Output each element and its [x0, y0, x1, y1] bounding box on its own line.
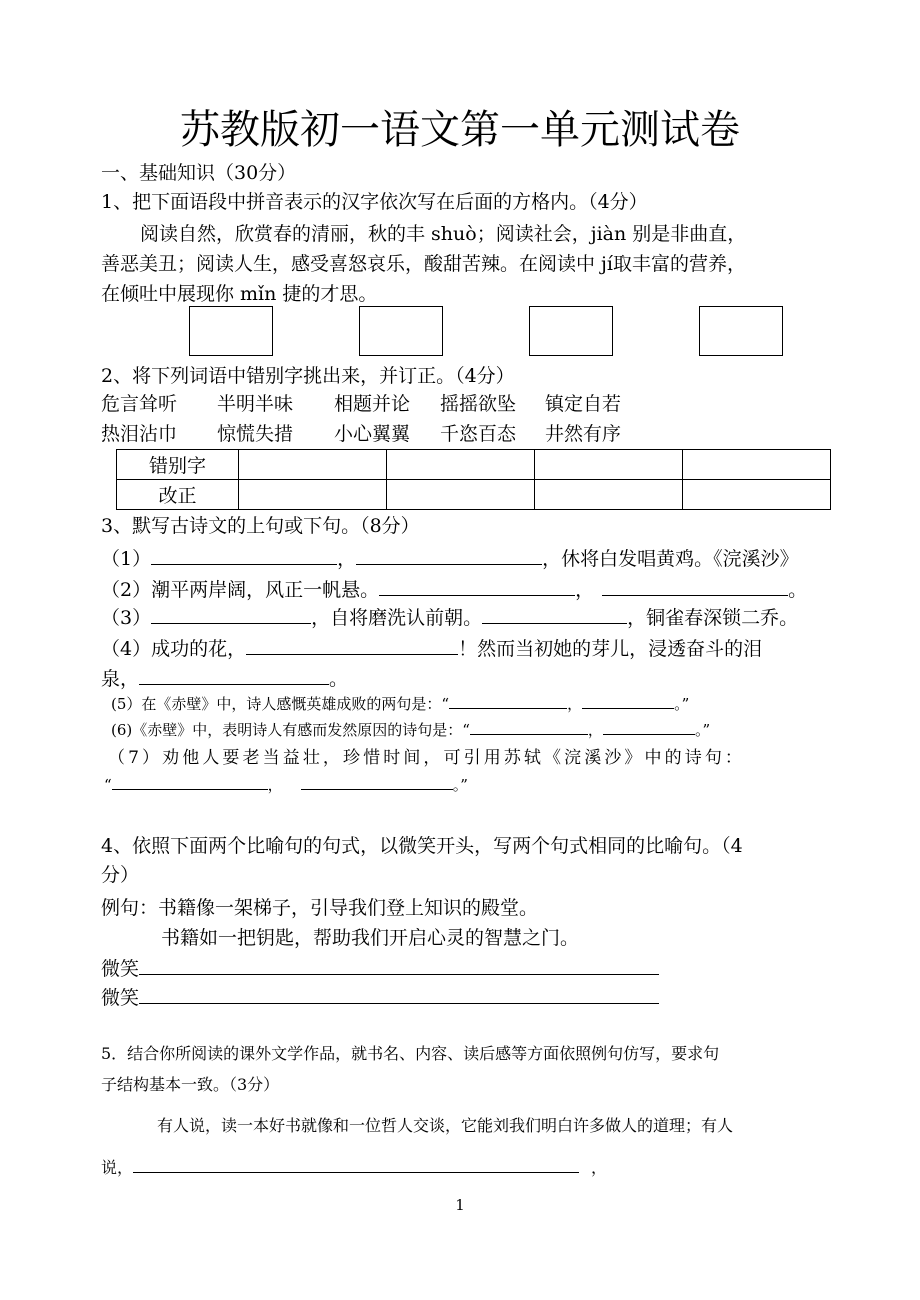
q3-l1-end: ，休将白发唱黄鸡。《浣溪沙》 — [542, 548, 799, 570]
q1-line3: 在倾吐中展现你 mǐn 捷的才思。 — [101, 283, 378, 305]
q5-prompt-cont: 子结构基本一致。（3分） — [101, 1075, 280, 1094]
correction-table — [116, 449, 831, 510]
table-row — [117, 480, 831, 510]
q5-prompt: 5．结合你所阅读的课外文学作品，就书名、内容、读后感等方面依照例句仿写，要求句 — [101, 1044, 720, 1063]
table-cell[interactable] — [535, 480, 683, 510]
q3-line3 — [101, 605, 798, 630]
q3-line2 — [101, 577, 807, 602]
blank-line[interactable] — [151, 605, 311, 624]
table-cell[interactable] — [535, 450, 683, 480]
q5-body-cont — [101, 1156, 607, 1180]
q4-answer-label: 微笑 — [101, 987, 140, 1009]
answer-box-3[interactable] — [529, 306, 613, 356]
q3-l5-text: (5）在《赤壁》中，诗人感慨英雄成败的两句是：“ — [111, 695, 450, 713]
word-item: 相题并论 — [334, 393, 411, 415]
q3-l4-text-b: ！然而当初她的芽儿，浸透奋斗的泪 — [458, 638, 763, 660]
blank-line[interactable] — [151, 546, 337, 565]
q3-l5-sep: ， — [567, 695, 583, 713]
page-number: 1 — [455, 1196, 465, 1214]
q3-l7-end: 。” — [452, 776, 468, 794]
q3-line6 — [111, 719, 710, 741]
q3-line7-cont — [104, 774, 468, 796]
answer-box-1[interactable] — [189, 306, 273, 356]
word-item: 井然有序 — [545, 423, 622, 445]
answer-line[interactable] — [133, 1156, 579, 1173]
blank-line[interactable] — [603, 720, 695, 735]
q3-l4-text-c: 泉， — [101, 668, 140, 690]
q3-l7-open: “ — [104, 776, 112, 794]
blank-line[interactable] — [602, 577, 788, 596]
word-item: 热泪沾巾 — [101, 423, 178, 445]
word-item: 摇摇欲坠 — [440, 393, 517, 415]
q3-line5 — [111, 693, 689, 715]
q3-line4 — [101, 636, 762, 661]
answer-box-2[interactable] — [359, 306, 443, 356]
table-cell[interactable] — [239, 480, 387, 510]
q2-prompt: 2、将下列词语中错别字挑出来，并订正。（4分） — [101, 365, 515, 387]
blank-line[interactable] — [112, 775, 268, 790]
q1-line2: 善恶美丑；阅读人生，感受喜怒哀乐，酸甜苦辣。在阅读中 jí取丰富的营养， — [101, 253, 747, 275]
q4-example-1: 例句：书籍像一架梯子，引导我们登上知识的殿堂。 — [101, 897, 539, 919]
q5-body: 有人说，读一本好书就像和一位哲人交谈，它能刘我们明白许多做人的道理；有人 — [157, 1116, 734, 1135]
q3-l2-end: 。 — [788, 579, 808, 601]
q4-answer-label: 微笑 — [101, 958, 140, 980]
answer-line[interactable] — [139, 956, 659, 975]
q3-line4-cont — [101, 666, 348, 691]
page-title: 苏教版初一语文第一单元测试卷 — [180, 107, 740, 153]
section-heading: 一、基础知识（30分） — [101, 162, 297, 184]
word-item: 千恣百态 — [440, 423, 517, 445]
q3-l3-end: ，铜雀春深锁二乔。 — [627, 607, 799, 629]
word-item: 惊慌失措 — [217, 423, 294, 445]
word-item: 危言耸听 — [101, 393, 178, 415]
q3-line1 — [101, 546, 799, 571]
q3-l6-sep: ， — [587, 721, 603, 739]
q3-l6-text: (6)《赤壁》中，表明诗人有感而发然原因的诗句是：“ — [111, 721, 470, 739]
q4-answer-1 — [101, 956, 659, 981]
table-cell[interactable] — [387, 480, 535, 510]
q3-prompt: 3、默写古诗文的上句或下句。（8分） — [101, 515, 420, 537]
q3-l7-sep: ， — [267, 776, 283, 794]
answer-box-4[interactable] — [699, 306, 783, 356]
q3-l3-mid: ，自将磨洗认前朝。 — [311, 607, 483, 629]
table-cell[interactable] — [387, 450, 535, 480]
blank-line[interactable] — [379, 577, 575, 596]
table-cell[interactable] — [239, 450, 387, 480]
q3-line7: （7）劝他人要老当益壮，珍惜时间，可引用苏轼《浣溪沙》中的诗句： — [108, 748, 746, 768]
q3-l1-sep: ， — [337, 548, 357, 570]
answer-line[interactable] — [139, 985, 659, 1004]
blank-line[interactable] — [582, 694, 674, 709]
word-item: 镇定自若 — [545, 393, 622, 415]
blank-line[interactable] — [482, 605, 627, 624]
table-cell[interactable] — [683, 480, 831, 510]
q5-body-end: ， — [591, 1158, 608, 1177]
q4-prompt: 4、依照下面两个比喻句的句式，以微笑开头，写两个句式相同的比喻句。（4 — [101, 835, 743, 857]
q3-l1-num: （1） — [101, 548, 152, 570]
blank-line[interactable] — [139, 666, 329, 685]
q3-l4-text: （4）成功的花， — [101, 638, 247, 660]
blank-line[interactable] — [449, 694, 567, 709]
q4-answer-2 — [101, 985, 659, 1010]
blank-line[interactable] — [470, 720, 588, 735]
word-item: 半明半味 — [217, 393, 294, 415]
table-header-wrong: 错别字 — [117, 450, 239, 480]
blank-line[interactable] — [356, 546, 542, 565]
table-header-fix: 改正 — [117, 480, 239, 510]
blank-line[interactable] — [246, 636, 458, 655]
q3-l2-sep: ， — [575, 579, 595, 601]
q3-l3-num: （3） — [101, 607, 152, 629]
q3-l6-end: 。” — [694, 721, 711, 739]
q3-l5-end: 。” — [674, 695, 690, 713]
q3-l4-end: 。 — [329, 668, 349, 690]
word-item: 小心翼翼 — [334, 423, 411, 445]
q4-example-2: 书籍如一把钥匙，帮助我们开启心灵的智慧之门。 — [161, 927, 580, 949]
q3-l2-text: （2）潮平两岸阔，风正一帆悬。 — [101, 579, 380, 601]
q5-body-label: 说， — [101, 1158, 134, 1177]
q4-prompt-cont: 分） — [101, 864, 140, 886]
table-row — [117, 450, 831, 480]
q1-prompt: 1、把下面语段中拼音表示的汉字依次写在后面的方格内。（4分） — [101, 191, 648, 213]
q1-line1: 阅读自然，欣赏春的清丽，秋的丰 shuò；阅读社会，jiàn 别是非曲直， — [140, 223, 747, 245]
blank-line[interactable] — [301, 775, 453, 790]
table-cell[interactable] — [683, 450, 831, 480]
